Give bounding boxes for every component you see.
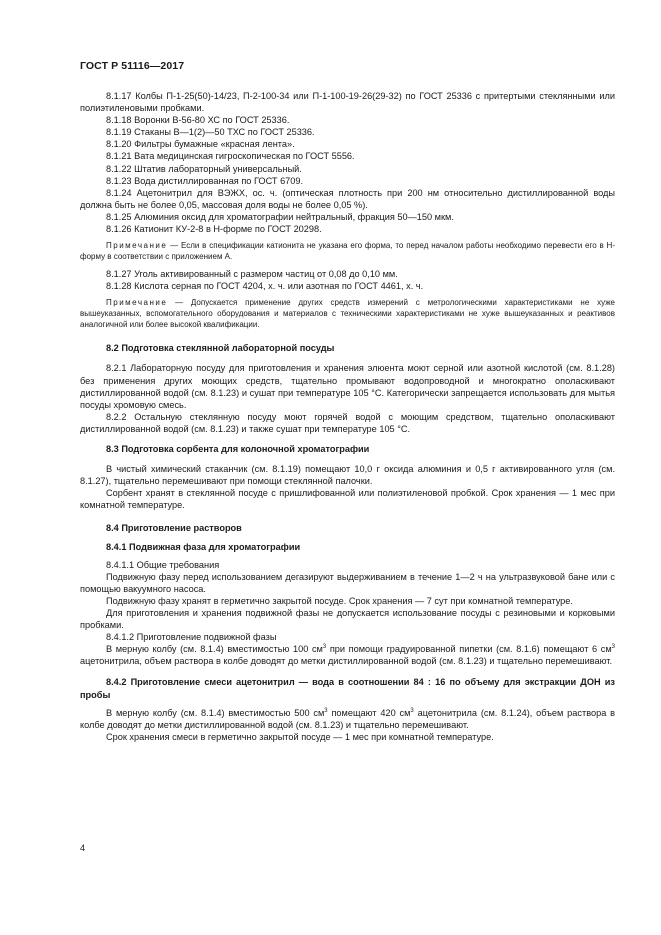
item-8-1-17: 8.1.17 Колбы П-1-25(50)-14/23, П-2-100-34 или П-1-100-19-26(29-32) по ГОСТ 25336 с притертыми стеклянными или полиэтиленовыми пробками. [80,91,615,114]
note-label: Примечание [106,297,168,307]
paragraph: 8.4.1.2 Приготовление подвижной фазы [106,632,277,643]
paragraph [80,643,615,667]
section-heading: 8.4 Приготовление растворов [106,523,242,534]
paragraph: Подвижную фазу хранят в герметично закрытой посуде. Срок хранения — 7 сут при комнатной температуре. [106,595,573,606]
page-content [80,90,615,743]
item-8-1-25: 8.1.25 Алюминия оксид для хроматографии нейтральный, фракция 50—150 мкм. [106,211,454,222]
item-8-1-26: 8.1.26 Катионит КУ-2-8 в Н-форме по ГОСТ 20298. [106,224,322,235]
text-run: В мерную колбу (см. 8.1.4) вместимостью 500 см [106,707,325,718]
page-number: 4 [80,843,86,853]
paragraph: Срок хранения смеси в герметично закрытой посуде — 1 мес при комнатной температуре. [106,731,494,742]
item-8-1-23: 8.1.23 Вода дистиллированная по ГОСТ 6709. [106,175,304,186]
note-cation [80,240,615,262]
item-8-1-22: 8.1.22 Штатив лабораторный универсальный. [106,163,302,174]
subsection-heading: 8.4.2 Приготовление смеси ацетонитрил — вода в соотношении 84 : 16 по объему для экстракции ДОН из пробы [80,677,615,700]
document-header: ГОСТ Р 51116—2017 [80,60,185,72]
note-text: — Если в спецификации катионита не указана его форма, то перед началом работы необходимо перевести его в Н-форму в соответствии с приложением А. [80,241,615,262]
item-8-1-28: 8.1.28 Кислота серная по ГОСТ 4204, х. ч. или азотная по ГОСТ 4461, х. ч. [106,280,424,291]
paragraph: Для приготовления и хранения подвижной фазы не допускается использование посуды с резиновыми и корковыми пробками. [80,608,615,631]
subsection-heading: 8.4.1 Подвижная фаза для хроматографии [106,541,301,552]
paragraph: 8.2.1 Лабораторную посуду для приготовления и хранения элюента моют серной или азотной кислотой (см. 8.1.28) без применения других моющих средств, тщательно промывают водопроводной и многократно ополаскивают дистиллированной водой (см. 8.1.23) и сушат при температуре 105 °С. Категорически запрещается использовать для мытья посуды хромовую смесь. [80,363,615,410]
paragraph: Сорбент хранят в стеклянной посуде с пришлифованной или полиэтиленовой пробкой. Срок хранения — 1 мес при комнатной температуре. [80,488,615,511]
item-8-1-21: 8.1.21 Вата медицинская гигроскопическая по ГОСТ 5556. [106,151,355,162]
text-run: ацетонитрила, объем раствора в колбе доводят до метки дистиллированной водой (см. 8.1.23) и тщательно перемешивают. [80,656,613,667]
superscript: 3 [324,707,328,714]
superscript: 3 [410,707,414,714]
section-heading: 8.2 Подготовка стеклянной лабораторной посуды [106,343,335,354]
text-run: В мерную колбу (см. 8.1.4) вместимостью 100 см [106,644,323,655]
item-8-1-27: 8.1.27 Уголь активированный с размером частиц от 0,08 до 0,10 мм. [106,268,398,279]
paragraph: Подвижную фазу перед использованием дегазируют выдерживанием в течение 1—2 ч на ультразвуковой бане или с помощью вакуумного насоса. [80,571,615,594]
note-label: Примечание [106,241,168,251]
superscript: 3 [611,644,615,651]
text-run: при помощи градуированной пипетки (см. 8.1.6) помещают 6 см [326,644,612,655]
paragraph: В чистый химический стаканчик (см. 8.1.19) помещают 10,0 г оксида алюминия и 0,5 г активированного угля (см. 8.1.27), тщательно перемешивают при помощи стеклянной палочки. [80,464,615,487]
item-8-1-24: 8.1.24 Ацетонитрил для ВЭЖХ, ос. ч. (оптическая плотность при 200 нм относительно дистиллированной воды должна быть не более 0,05, массовая доля воды не более 0,05 %). [80,187,615,210]
text-run: помещают 420 см [327,707,411,718]
paragraph: 8.2.2 Остальную стеклянную посуду моют горячей водой с моющим средством, тщательно ополаскивают дистиллированной водой (см. 8.1.23) и также сушат при температуре 105 °С. [80,411,615,434]
section-heading: 8.3 Подготовка сорбента для колоночной хроматографии [106,443,370,454]
paragraph [80,707,615,731]
item-8-1-20: 8.1.20 Фильтры бумажные «красная лента». [106,139,295,150]
item-8-1-19: 8.1.19 Стаканы В—1(2)—50 ТХС по ГОСТ 25336. [106,127,315,138]
note-equivalents [80,297,615,331]
paragraph: 8.4.1.1 Общие требования [106,559,220,570]
note-text: — Допускается применение других средств измерений с метрологическими характеристиками не хуже вышеуказанных, вспомогательного оборудования и материалов с техническими характеристиками не хуже вышеуказанных и реактивов аналогичной или более высокой квалификации. [80,297,615,330]
superscript: 3 [322,644,327,651]
item-8-1-18: 8.1.18 Воронки В-56-80 ХС по ГОСТ 25336. [106,115,290,126]
text-run: ацетонитрила (см. 8.1.24), объем раствора в колбе доводят до метки дистиллированной водой (см. 8.1.23) и тщательно перемешивают. [80,707,616,730]
